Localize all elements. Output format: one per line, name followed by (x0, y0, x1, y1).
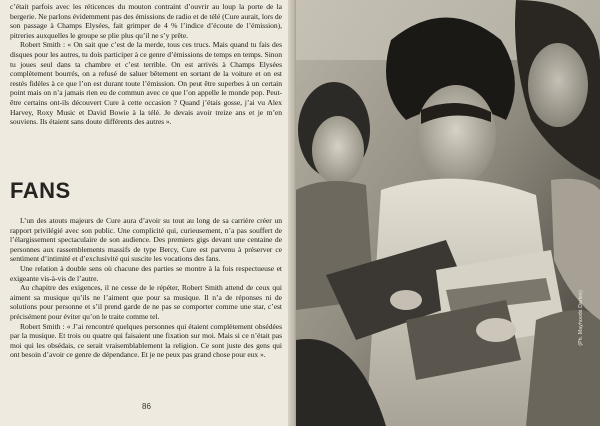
paragraph: Robert Smith : « J’ai rencontré quelques personnes qui étaient complètement obsédées par la musique. Et trois ou quatre qui faisaient une fixation sur moi. Mais si ce n’était pas moi qui les obsédais, ce serait vraisemblablement la religion. Ce sont juste des gens qui ont besoin d’avoir ce genre de dépendance. Et je ne peux pas grand chose pour eux ». (10, 321, 282, 360)
paragraph: Robert Smith : « On sait que c’est de la merde, tous ces trucs. Mais quand tu fais des disques pour les autres, tu dois participer à ce genre d’émissions de temps en temps. Sinon tu joues seul dans ta chambre et c’est terrible. On est arrivés à Champs Elysées complètement bourrés, on a refusé de saluer bêtement en sortant de la voiture et on est restés fidèles à ce que l’on est durant toute l’émission. On peut être superbes à un certain point mais on n’a jamais rien eu de commun avec ce que l’on appelle le monde pop. Peut-être certains ont-ils découvert Cure à cette occasion ? Quand j’étais gosse, j’ai vu Alex Harvey, Roxy Music et David Bowie à la télé. Je devais avoir treize ans et je m’en souviens. Ils étaient sans doute différents des autres ». (10, 40, 282, 127)
bottom-text-block (10, 216, 282, 360)
right-page (296, 0, 600, 426)
top-text-block (10, 2, 282, 127)
paragraph: L’un des atouts majeurs de Cure aura d’avoir su tout au long de sa carrière créer un rapport privilégié avec son public. Une complicité qui, curieusement, n’a pas souffert de l’élargissement spectaculaire de son audience. Des premiers gigs devant une centaine de personnes aux rassemblements massifs de type Bercy, Cure est parvenu à préserver ce sentiment d’intimité et d’exclusivité qui suscite les vocations des fans. (10, 216, 282, 264)
paragraph: Une relation à double sens où chacune des parties se montre à la fois respectueuse et exigeante vis-à-vis de l’autre. (10, 263, 282, 283)
band-photo (296, 0, 600, 426)
page-number: 86 (142, 402, 151, 411)
section-heading: FANS (10, 178, 71, 203)
photo-credit: (Ph. Mayhoods Darlee) (578, 290, 584, 346)
left-page (0, 0, 292, 426)
paragraph: Au chapitre des exigences, il ne cesse de le répéter, Robert Smith attend de ceux qui aiment sa musique qu’ils ne l’aiment que pour sa musique. Il n’a de réponses ni de solutions pour personne et s’il prend garde de ne pas se comporter comme une star, c’est précisément pour éviter qu’on le traite comme tel. (10, 283, 282, 321)
paragraph: c’était parfois avec les réticences du mouton contraint d’ouvrir au loup la porte de la bergerie. Ne parlons évidemment pas des émissions de radio et de télé (Cure aurait, lors de son passage à Champs Elysées, fait grimper de 4 % l’indice d’écoute de l’émission), pitreries auxquelles le groupe se plie plus qu’il ne s’y prête. (10, 2, 282, 40)
